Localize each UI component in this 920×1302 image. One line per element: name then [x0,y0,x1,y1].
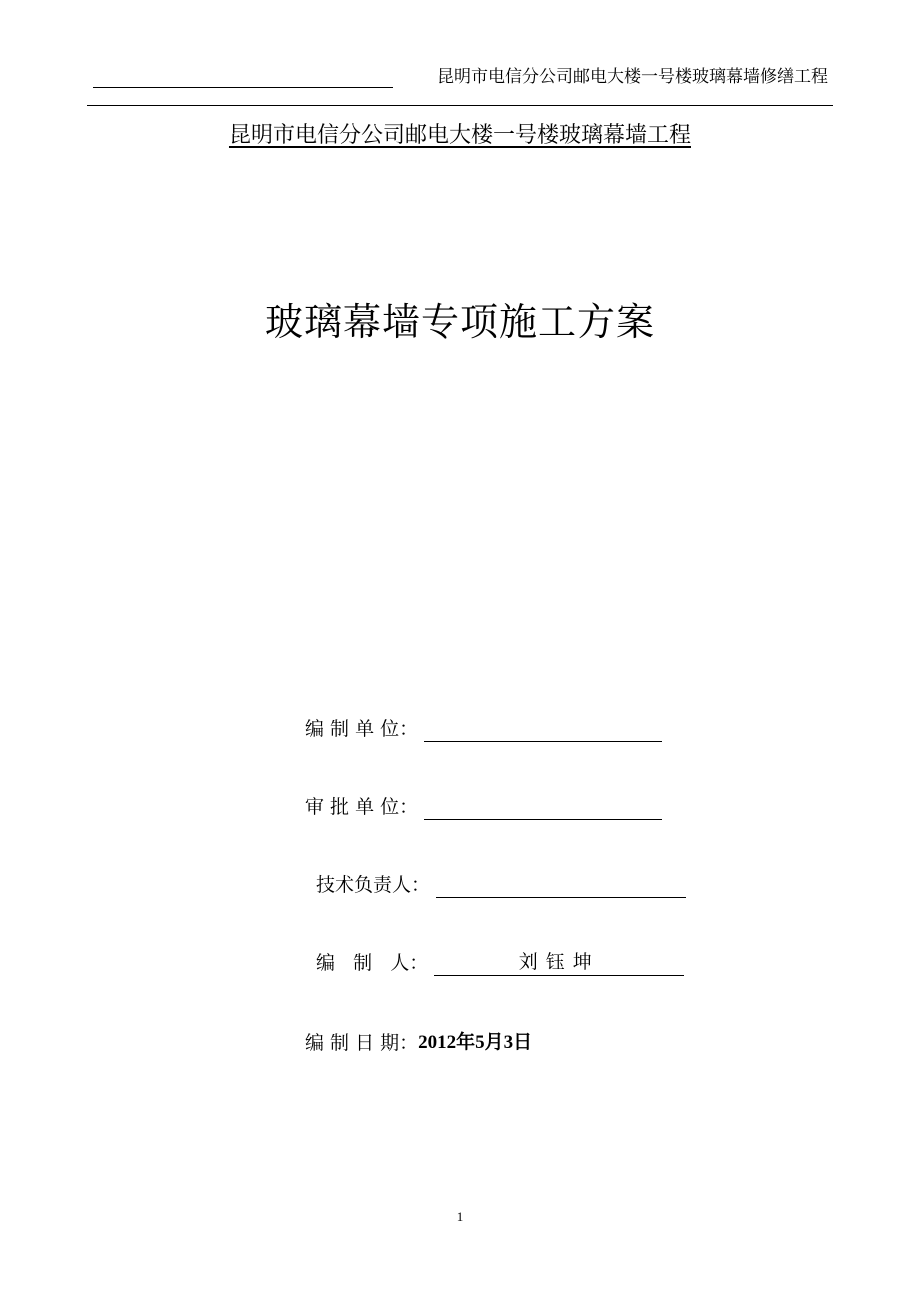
compiler-field: 刘钰坤 [434,950,684,976]
document-title: 玻璃幕墙专项施工方案 [264,300,655,344]
compiling-unit-field [424,716,662,742]
project-title: 昆明市电信分公司邮电大楼一号楼玻璃幕墙工程 [228,123,691,148]
page-number: 1 [456,1209,464,1224]
date-value: 2012年5月3日 [418,1032,533,1053]
compiler-row [316,946,684,976]
header-underline [93,87,393,88]
tech-lead-row [316,868,686,898]
approving-unit-row [305,790,662,820]
compiling-unit-label: 编 制 单 位： [305,718,419,740]
tech-lead-label: 技术负责人： [316,874,431,896]
date-row [305,1026,532,1056]
compiler-label: 编 制 人： [316,952,429,974]
tech-lead-field [436,872,686,898]
date-label: 编 制 日 期： [305,1032,419,1054]
approving-unit-label: 审 批 单 位： [305,796,419,818]
header-rule [87,105,833,106]
running-header-title: 昆明市电信分公司邮电大楼一号楼玻璃幕墙修缮工程 [437,67,828,87]
approving-unit-field [424,794,662,820]
compiling-unit-row [305,712,662,742]
